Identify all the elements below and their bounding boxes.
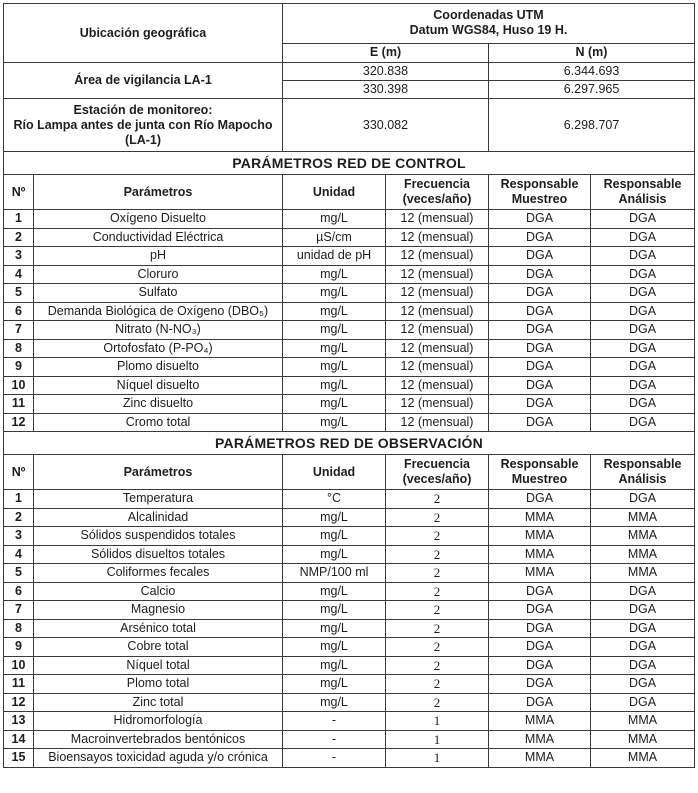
row-unit: -: [283, 712, 386, 731]
anal-line1: Responsable: [603, 457, 682, 471]
row-number: 7: [4, 601, 34, 620]
area-e-2: 330.398: [283, 81, 489, 99]
row-unit: mg/L: [283, 656, 386, 675]
row-sampling-responsible: MMA: [489, 545, 591, 564]
row-sampling-responsible: MMA: [489, 527, 591, 546]
row-parameter: Bioensayos toxicidad aguda y/o crónica: [34, 749, 283, 768]
row-parameter: Arsénico total: [34, 619, 283, 638]
row-parameter: Hidromorfología: [34, 712, 283, 731]
row-number: 12: [4, 413, 34, 432]
row-analysis-responsible: DGA: [591, 638, 695, 657]
row-sampling-responsible: MMA: [489, 564, 591, 583]
row-unit: mg/L: [283, 675, 386, 694]
row-number: 10: [4, 656, 34, 675]
row-number: 8: [4, 339, 34, 358]
row-parameter: Sólidos suspendidos totales: [34, 527, 283, 546]
row-number: 3: [4, 527, 34, 546]
table-row: [4, 358, 695, 377]
samp-line1: Responsable: [500, 457, 579, 471]
row-frequency: 2: [386, 693, 489, 712]
row-sampling-responsible: DGA: [489, 210, 591, 229]
row-frequency: 12 (mensual): [386, 210, 489, 229]
row-frequency: 2: [386, 619, 489, 638]
row-sampling-responsible: DGA: [489, 638, 591, 657]
row-sampling-responsible: DGA: [489, 675, 591, 694]
table-row: [4, 265, 695, 284]
row-sampling-responsible: DGA: [489, 358, 591, 377]
row-unit: unidad de pH: [283, 247, 386, 266]
row-analysis-responsible: MMA: [591, 527, 695, 546]
row-analysis-responsible: DGA: [591, 265, 695, 284]
row-number: 15: [4, 749, 34, 768]
row-parameter: Níquel disuelto: [34, 376, 283, 395]
table-row: [4, 395, 695, 414]
row-sampling-responsible: DGA: [489, 619, 591, 638]
row-unit: -: [283, 730, 386, 749]
row-frequency: 12 (mensual): [386, 395, 489, 414]
table-row: [4, 376, 695, 395]
table-row: [4, 545, 695, 564]
row-frequency: 12 (mensual): [386, 413, 489, 432]
row-unit: mg/L: [283, 302, 386, 321]
station-label: [4, 99, 283, 152]
observation-header-row: [4, 455, 695, 490]
row-parameter: Níquel total: [34, 656, 283, 675]
row-unit: mg/L: [283, 508, 386, 527]
row-unit: NMP/100 ml: [283, 564, 386, 583]
row-number: 11: [4, 395, 34, 414]
col-e-header: E (m): [283, 43, 489, 62]
row-sampling-responsible: MMA: [489, 749, 591, 768]
row-parameter: Plomo disuelto: [34, 358, 283, 377]
row-analysis-responsible: DGA: [591, 321, 695, 340]
table-row: [4, 527, 695, 546]
row-unit: mg/L: [283, 582, 386, 601]
row-analysis-responsible: DGA: [591, 339, 695, 358]
table-row: [4, 601, 695, 620]
row-unit: mg/L: [283, 339, 386, 358]
row-frequency: 2: [386, 601, 489, 620]
row-unit: mg/L: [283, 376, 386, 395]
row-parameter: Macroinvertebrados bentónicos: [34, 730, 283, 749]
row-analysis-responsible: DGA: [591, 210, 695, 229]
table-row: [4, 302, 695, 321]
col-freq-header: [386, 455, 489, 490]
row-parameter: Cobre total: [34, 638, 283, 657]
control-header-row: [4, 175, 695, 210]
row-parameter: Cromo total: [34, 413, 283, 432]
monitoring-parameters-table: [3, 3, 695, 768]
row-frequency: 12 (mensual): [386, 302, 489, 321]
row-parameter: pH: [34, 247, 283, 266]
anal-line1: Responsable: [603, 177, 682, 191]
row-parameter: Magnesio: [34, 601, 283, 620]
row-frequency: 12 (mensual): [386, 265, 489, 284]
row-analysis-responsible: DGA: [591, 376, 695, 395]
row-parameter: Cloruro: [34, 265, 283, 284]
area-label: Área de vigilancia LA-1: [4, 63, 283, 99]
row-sampling-responsible: DGA: [489, 265, 591, 284]
table-row: [4, 247, 695, 266]
col-unit-header: Unidad: [283, 455, 386, 490]
freq-line1: Frecuencia: [403, 457, 470, 471]
row-number: 4: [4, 265, 34, 284]
location-header-label: Ubicación geográfica: [79, 25, 207, 40]
col-param-header: Parámetros: [34, 175, 283, 210]
col-analysis-header: [591, 455, 695, 490]
row-sampling-responsible: MMA: [489, 508, 591, 527]
row-analysis-responsible: DGA: [591, 413, 695, 432]
row-analysis-responsible: DGA: [591, 247, 695, 266]
row-parameter: Calcio: [34, 582, 283, 601]
table-row: [4, 508, 695, 527]
row-unit: mg/L: [283, 619, 386, 638]
col-freq-header: [386, 175, 489, 210]
row-number: 2: [4, 508, 34, 527]
samp-line2: Muestreo: [511, 192, 568, 206]
row-parameter: Coliformes fecales: [34, 564, 283, 583]
row-unit: mg/L: [283, 413, 386, 432]
table-row: [4, 210, 695, 229]
table-row: [4, 749, 695, 768]
col-unit-header: Unidad: [283, 175, 386, 210]
row-number: 11: [4, 675, 34, 694]
coord-title-line2: Datum WGS84, Huso 19 H.: [409, 23, 568, 38]
row-sampling-responsible: MMA: [489, 712, 591, 731]
row-frequency: 12 (mensual): [386, 321, 489, 340]
row-parameter: Temperatura: [34, 490, 283, 509]
row-parameter: Demanda Biológica de Oxígeno (DBO₅): [34, 302, 283, 321]
table-row: [4, 730, 695, 749]
row-sampling-responsible: DGA: [489, 693, 591, 712]
row-number: 1: [4, 490, 34, 509]
col-sampling-header: [489, 175, 591, 210]
row-analysis-responsible: DGA: [591, 675, 695, 694]
row-number: 1: [4, 210, 34, 229]
location-header: [4, 4, 283, 63]
row-number: 2: [4, 228, 34, 247]
table-row: [4, 675, 695, 694]
station-line2: Río Lampa antes de junta con Río Mapocho: [13, 117, 273, 132]
table-row: [4, 321, 695, 340]
row-number: 7: [4, 321, 34, 340]
row-frequency: 2: [386, 545, 489, 564]
row-sampling-responsible: MMA: [489, 730, 591, 749]
row-sampling-responsible: DGA: [489, 376, 591, 395]
row-sampling-responsible: DGA: [489, 247, 591, 266]
table-row: [4, 490, 695, 509]
row-number: 6: [4, 582, 34, 601]
station-line3: (LA-1): [124, 132, 162, 147]
row-frequency: 2: [386, 675, 489, 694]
samp-line2: Muestreo: [511, 472, 568, 486]
col-no-header: Nº: [4, 455, 34, 490]
row-unit: mg/L: [283, 284, 386, 303]
row-number: 9: [4, 358, 34, 377]
col-no-header: Nº: [4, 175, 34, 210]
row-parameter: Alcalinidad: [34, 508, 283, 527]
table-row: [4, 619, 695, 638]
row-unit: mg/L: [283, 638, 386, 657]
row-parameter: Ortofosfato (P-PO₄): [34, 339, 283, 358]
anal-line2: Análisis: [618, 472, 667, 486]
row-sampling-responsible: DGA: [489, 656, 591, 675]
table-row: [4, 582, 695, 601]
row-sampling-responsible: DGA: [489, 228, 591, 247]
row-analysis-responsible: DGA: [591, 395, 695, 414]
observation-section-title: PARÁMETROS RED DE OBSERVACIÓN: [4, 432, 695, 455]
row-frequency: 1: [386, 730, 489, 749]
table-row: [4, 638, 695, 657]
freq-line2: (veces/año): [402, 472, 472, 486]
row-frequency: 1: [386, 712, 489, 731]
row-analysis-responsible: DGA: [591, 582, 695, 601]
row-analysis-responsible: DGA: [591, 601, 695, 620]
row-frequency: 2: [386, 508, 489, 527]
row-sampling-responsible: DGA: [489, 339, 591, 358]
station-e: 330.082: [283, 99, 489, 152]
table-row: [4, 564, 695, 583]
row-analysis-responsible: MMA: [591, 508, 695, 527]
col-param-header: Parámetros: [34, 455, 283, 490]
coord-title: [283, 4, 695, 44]
row-sampling-responsible: DGA: [489, 284, 591, 303]
row-parameter: Plomo total: [34, 675, 283, 694]
row-frequency: 2: [386, 638, 489, 657]
row-number: 10: [4, 376, 34, 395]
table-row: [4, 712, 695, 731]
row-analysis-responsible: MMA: [591, 730, 695, 749]
table-row: [4, 228, 695, 247]
row-number: 5: [4, 284, 34, 303]
row-frequency: 12 (mensual): [386, 247, 489, 266]
row-frequency: 12 (mensual): [386, 358, 489, 377]
row-frequency: 12 (mensual): [386, 376, 489, 395]
row-sampling-responsible: DGA: [489, 413, 591, 432]
row-parameter: Nitrato (N-NO₃): [34, 321, 283, 340]
row-parameter: Zinc total: [34, 693, 283, 712]
row-unit: °C: [283, 490, 386, 509]
row-analysis-responsible: DGA: [591, 228, 695, 247]
row-analysis-responsible: DGA: [591, 490, 695, 509]
row-number: 9: [4, 638, 34, 657]
row-analysis-responsible: DGA: [591, 693, 695, 712]
row-sampling-responsible: DGA: [489, 601, 591, 620]
row-number: 13: [4, 712, 34, 731]
row-unit: mg/L: [283, 265, 386, 284]
row-unit: mg/L: [283, 545, 386, 564]
row-unit: mg/L: [283, 358, 386, 377]
area-e-1: 320.838: [283, 63, 489, 81]
anal-line2: Análisis: [618, 192, 667, 206]
row-analysis-responsible: MMA: [591, 545, 695, 564]
area-n-1: 6.344.693: [489, 63, 695, 81]
row-number: 12: [4, 693, 34, 712]
col-n-header: N (m): [489, 43, 695, 62]
row-analysis-responsible: MMA: [591, 712, 695, 731]
area-n-2: 6.297.965: [489, 81, 695, 99]
row-frequency: 2: [386, 656, 489, 675]
table-row: [4, 284, 695, 303]
row-frequency: 1: [386, 749, 489, 768]
row-analysis-responsible: DGA: [591, 302, 695, 321]
row-sampling-responsible: DGA: [489, 321, 591, 340]
row-sampling-responsible: DGA: [489, 395, 591, 414]
col-sampling-header: [489, 455, 591, 490]
control-section: [4, 152, 695, 432]
row-analysis-responsible: MMA: [591, 564, 695, 583]
row-sampling-responsible: DGA: [489, 302, 591, 321]
table-row: [4, 656, 695, 675]
observation-section: [4, 432, 695, 768]
row-number: 6: [4, 302, 34, 321]
row-unit: mg/L: [283, 693, 386, 712]
row-analysis-responsible: DGA: [591, 358, 695, 377]
row-unit: -: [283, 749, 386, 768]
row-unit: mg/L: [283, 601, 386, 620]
table-row: [4, 413, 695, 432]
row-number: 8: [4, 619, 34, 638]
station-line1: Estación de monitoreo:: [73, 102, 213, 117]
row-analysis-responsible: DGA: [591, 284, 695, 303]
coord-title-line1: Coordenadas UTM: [433, 8, 544, 23]
table-row: [4, 693, 695, 712]
row-frequency: 2: [386, 564, 489, 583]
row-parameter: Zinc disuelto: [34, 395, 283, 414]
row-unit: µS/cm: [283, 228, 386, 247]
station-n: 6.298.707: [489, 99, 695, 152]
row-analysis-responsible: DGA: [591, 656, 695, 675]
row-number: 14: [4, 730, 34, 749]
control-section-title: PARÁMETROS RED DE CONTROL: [4, 152, 695, 175]
row-number: 4: [4, 545, 34, 564]
row-frequency: 2: [386, 582, 489, 601]
row-number: 5: [4, 564, 34, 583]
freq-line1: Frecuencia: [403, 177, 470, 191]
location-section: [4, 4, 695, 152]
row-frequency: 12 (mensual): [386, 284, 489, 303]
row-parameter: Sólidos disueltos totales: [34, 545, 283, 564]
row-frequency: 12 (mensual): [386, 228, 489, 247]
row-unit: mg/L: [283, 527, 386, 546]
row-sampling-responsible: DGA: [489, 582, 591, 601]
row-analysis-responsible: DGA: [591, 619, 695, 638]
row-frequency: 12 (mensual): [386, 339, 489, 358]
row-parameter: Conductividad Eléctrica: [34, 228, 283, 247]
samp-line1: Responsable: [500, 177, 579, 191]
row-unit: mg/L: [283, 395, 386, 414]
row-frequency: 2: [386, 527, 489, 546]
row-frequency: 2: [386, 490, 489, 509]
freq-line2: (veces/año): [402, 192, 472, 206]
row-unit: mg/L: [283, 210, 386, 229]
row-analysis-responsible: MMA: [591, 749, 695, 768]
row-parameter: Oxígeno Disuelto: [34, 210, 283, 229]
row-sampling-responsible: DGA: [489, 490, 591, 509]
row-unit: mg/L: [283, 321, 386, 340]
col-analysis-header: [591, 175, 695, 210]
row-parameter: Sulfato: [34, 284, 283, 303]
row-number: 3: [4, 247, 34, 266]
table-row: [4, 339, 695, 358]
